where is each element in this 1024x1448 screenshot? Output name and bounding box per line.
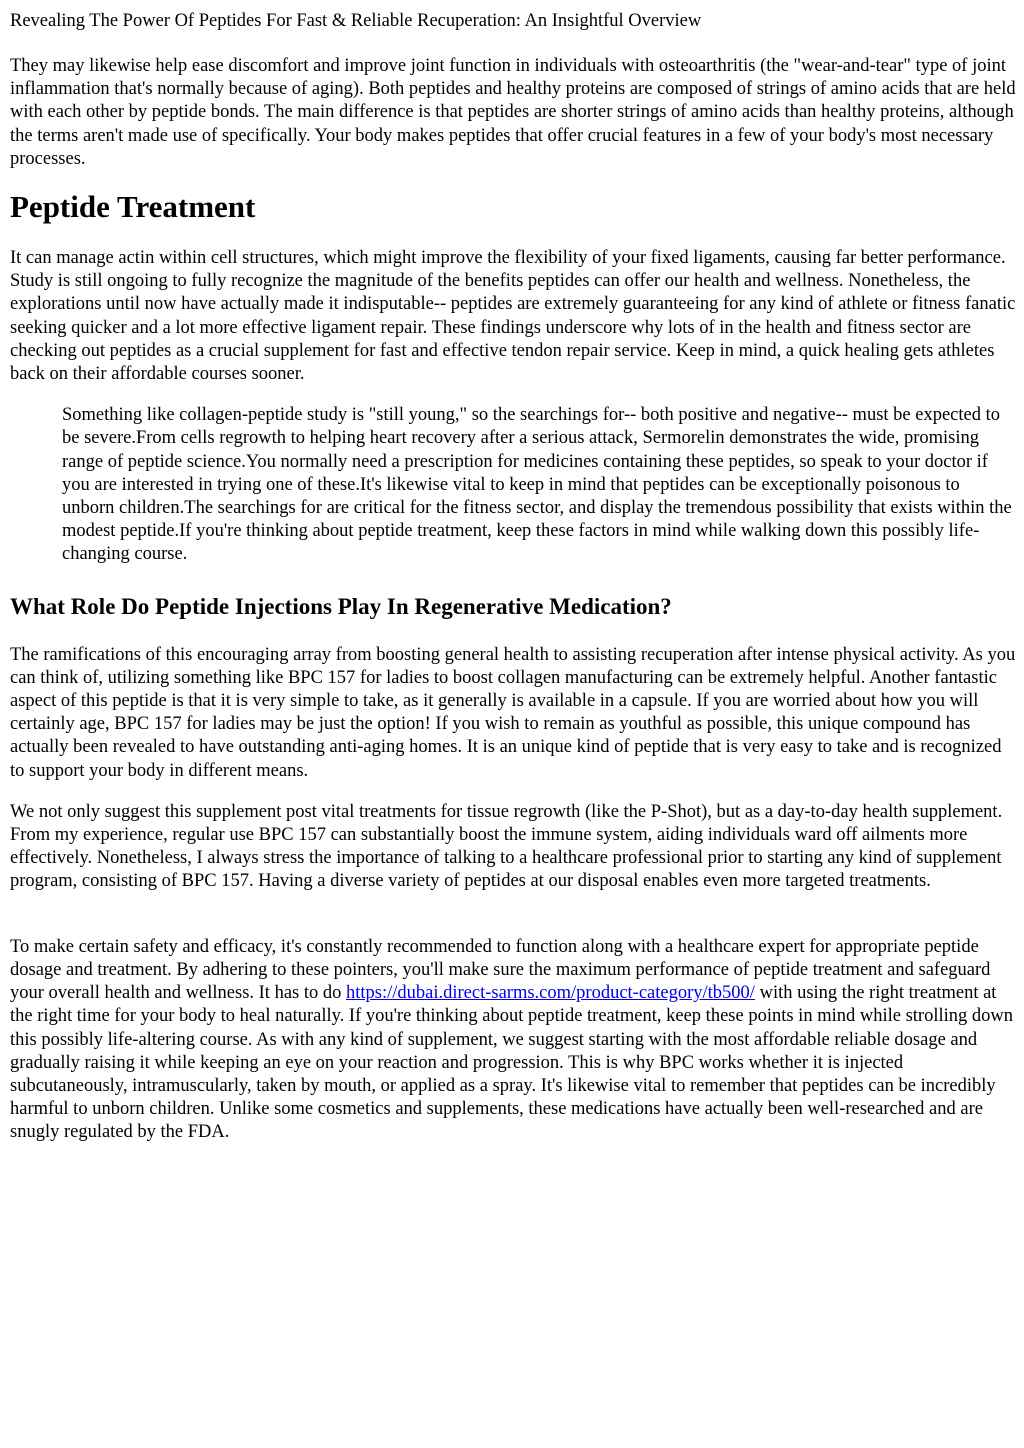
quote-text: Something like collagen-peptide study is "still young," so the searchings for-- both positive and negative-- must be expected to be severe.From cells regrowth to helping heart recovery after a serious attack, Sermorelin demonstrates the wide, promising range of peptide science.You normally need a prescription for medicines containing these peptides, so speak to your doctor if you are interested in trying one of these.It's likewise vital to keep in mind that peptides can be exceptionally poisonous to unborn children.The searchings for are critical for the fitness sector, and display the tremendous possibility that exists within the modest peptide.If you're thinking about peptide treatment, keep these factors in mind while walking down this possibly life-changing course. bbox=[62, 405, 1012, 565]
section-heading-peptide-treatment: Peptide Treatment bbox=[10, 189, 256, 225]
spacer bbox=[10, 912, 1016, 936]
intro-paragraph: They may likewise help ease discomfort and improve joint function in individuals with osteoarthritis (the "wear-and-tear" type of joint inflammation that's normally because of aging). Both peptides and healthy proteins are composed of strings of amino acids that are held with each other by peptide bonds. The main difference is that peptides are shorter strings of amino acids than healthy proteins, although the terms aren't made use of specifically. Your body makes peptides that offer crucial features in a few of your body's most necessary processes. bbox=[10, 56, 1016, 169]
section2-paragraph-1: The ramifications of this encouraging array from boosting general health to assisting recuperation after intense physical activity. As you can think of, utilizing something like BPC 157 for ladies to boost collagen manufacturing can be extremely helpful. Another fantastic aspect of this peptide is that it is very simple to take, as it generally is available in a capsule. If you are worried about how you will certainly age, BPC 157 for ladies may be just the option! If you wish to remain as youthful as possible, this unique compound has actually been revealed to have outstanding anti-aging homes. It is an unique kind of peptide that is very easy to take and is recognized to support your body in different means. bbox=[10, 644, 1016, 781]
final-paragraph bbox=[10, 936, 1016, 1145]
section2-paragraph-2: We not only suggest this supplement post vital treatments for tissue regrowth (like the P-Shot), but as a day-to-day health supplement. From my experience, regular use BPC 157 can substantially boost the immune system, aiding individuals ward off ailments more effectively. Nonetheless, I always stress the importance of talking to a healthcare professional prior to starting any kind of supplement program, consisting of BPC 157. Having a diverse variety of peptides at our disposal enables even more targeted treatments. bbox=[10, 801, 1003, 892]
quote-block bbox=[62, 404, 1016, 566]
final-paragraph-text-start: To make certain safety and efficacy, it's constantly recommended to function along with a healthcare expert for appropriate peptide dosage and treatment. By adhering to these pointers, you'll make sure the maximum performance of peptide treatment and safeguard your overall health and wellness. It has to do bbox=[10, 936, 991, 1004]
document-title: Revealing The Power Of Peptides For Fast & Reliable Recuperation: An Insightful Overview bbox=[10, 11, 702, 31]
tb500-product-link[interactable]: https://dubai.direct-sarms.com/product-category/tb500/ bbox=[346, 983, 755, 1004]
section-heading-peptide-injections: What Role Do Peptide Injections Play In Regenerative Medication? bbox=[10, 593, 672, 619]
section1-paragraph: It can manage actin within cell structures, which might improve the flexibility of your fixed ligaments, causing far better performance. Study is still ongoing to fully recognize the magnitude of the benefits peptides can offer our health and wellness. Nonetheless, the explorations until now have actually made it indisputable-- peptides are extremely guaranteeing for any kind of athlete or fitness fanatic seeking quicker and a lot more effective ligament repair. These findings underscore why lots of in the health and fitness sector are checking out peptides as a crucial supplement for fast and effective tendon repair service. Keep in mind, a quick healing gets athletes back on their affordable courses sooner. bbox=[10, 248, 1016, 385]
final-paragraph-text-end: with using the right treatment at the right time for your body to heal naturally. If you're thinking about peptide treatment, keep these points in mind while strolling down this possibly life-altering course. As with any kind of supplement, we suggest starting with the most affordable reliable dosage and gradually raising it while keeping an eye on your reaction and progression. This is why BPC works whether it is injected subcutaneously, intramuscularly, taken by mouth, or applied as a spray. It's likewise vital to remember that peptides can be incredibly harmful to unborn children. Unlike some cosmetics and supplements, these medications have actually been well-researched and are snugly regulated by the FDA. bbox=[10, 983, 1013, 1143]
